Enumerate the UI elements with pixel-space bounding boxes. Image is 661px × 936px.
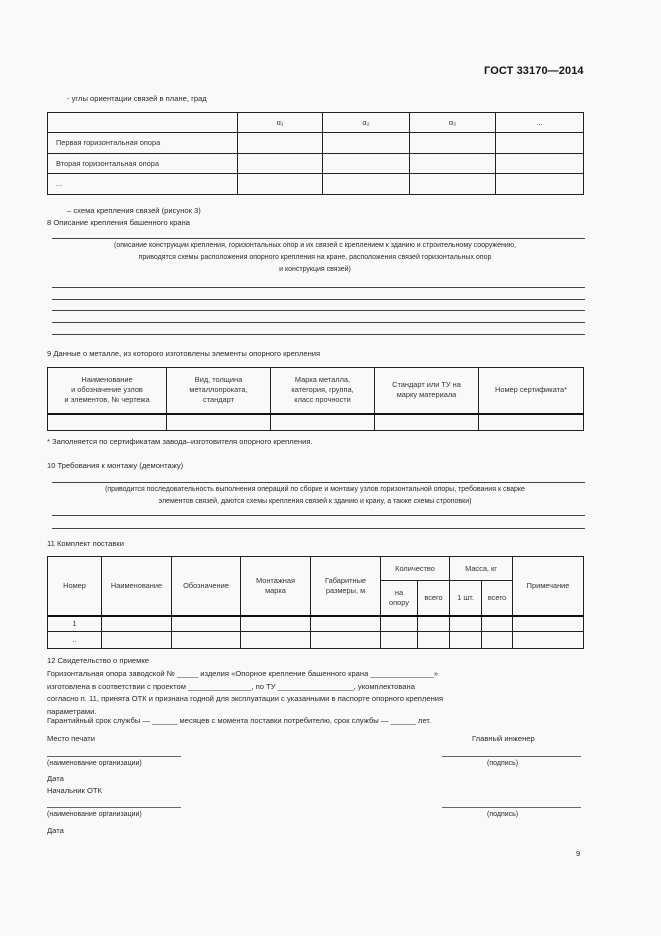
col-quantity-total: всего	[418, 581, 450, 616]
signature-line[interactable]	[442, 756, 581, 757]
cell[interactable]	[238, 133, 323, 154]
cell[interactable]	[450, 616, 482, 632]
signature-line[interactable]	[442, 807, 581, 808]
delivery-table	[47, 556, 584, 649]
cell[interactable]	[418, 632, 450, 649]
angles-table	[47, 112, 584, 195]
date-label: Дата	[47, 774, 64, 783]
angles-col-more: ...	[496, 113, 584, 133]
cell[interactable]	[323, 174, 410, 195]
cell[interactable]	[323, 133, 410, 154]
date-label: Дата	[47, 826, 64, 835]
col-mass-unit: 1 шт.	[450, 581, 482, 616]
cell[interactable]	[102, 632, 172, 649]
angles-header-row	[48, 113, 584, 133]
col-dimensions: Габаритные размеры, м	[311, 557, 381, 616]
hint-line: и конструкция связей)	[279, 266, 351, 273]
page-number: 9	[576, 849, 581, 858]
row-label: ...	[48, 174, 238, 195]
col-designation: Обозначение	[172, 557, 241, 616]
scheme-item: – схема крепления связей (рисунок 3)	[67, 206, 201, 215]
cell[interactable]	[375, 414, 479, 431]
table-row	[48, 133, 584, 154]
fill-line[interactable]	[52, 528, 585, 529]
cell[interactable]	[241, 632, 311, 649]
para-line: изготовлена в соответствии с проектом _______________, по ТУ __________________, укомплектована	[47, 681, 415, 691]
angles-col-alpha3: α₃	[410, 113, 496, 133]
delivery-header-row	[48, 557, 584, 581]
cell[interactable]	[450, 632, 482, 649]
hint-line: элементов связей, даются схемы крепления связей к зданию и крану, а также схемы строповки)	[158, 498, 472, 505]
section9-title: 9 Данные о металле, из которого изготовлены элементы опорного крепления	[47, 349, 321, 358]
fill-line[interactable]	[52, 287, 585, 288]
row-label: Вторая горизонтальная опора	[48, 154, 238, 174]
cell[interactable]	[311, 632, 381, 649]
col-mass: Масса, кг	[450, 557, 513, 581]
col-mark: Монтажная марка	[241, 557, 311, 616]
cell[interactable]	[482, 632, 513, 649]
cell[interactable]	[172, 616, 241, 632]
metal-col-grade: Марка металла, категория, группа, класс прочности	[271, 368, 375, 414]
table-row	[48, 632, 584, 649]
col-number: Номер	[48, 557, 102, 616]
cell[interactable]	[513, 632, 584, 649]
metal-table	[47, 367, 584, 431]
table-row	[48, 154, 584, 174]
table-row	[48, 174, 584, 195]
section8-hint	[47, 241, 583, 274]
section8-fill-line[interactable]	[52, 238, 585, 239]
col-note: Примечание	[513, 557, 584, 616]
cell[interactable]	[410, 174, 496, 195]
fill-line[interactable]	[52, 515, 585, 516]
angles-col-alpha1: α₁	[238, 113, 323, 133]
section10-fill-line[interactable]	[52, 482, 585, 483]
org-name-hint: (наименование организации)	[47, 760, 142, 767]
cell[interactable]	[241, 616, 311, 632]
cell[interactable]	[381, 632, 418, 649]
table-row	[48, 616, 584, 632]
cell[interactable]	[323, 154, 410, 174]
otk-head-label: Начальник ОТК	[47, 786, 102, 795]
angles-col-0	[48, 113, 238, 133]
cell[interactable]	[479, 414, 584, 431]
fill-line[interactable]	[52, 299, 585, 300]
cell[interactable]	[238, 154, 323, 174]
cell[interactable]	[167, 414, 271, 431]
signature-hint: (подпись)	[487, 760, 519, 767]
section10-title: 10 Требования к монтажу (демонтажу)	[47, 461, 184, 470]
org-name-hint: (наименование организации)	[47, 811, 142, 818]
org-name-line[interactable]	[47, 807, 181, 808]
section9-footnote: * Заполняется по сертификатам завода–изготовителя опорного крепления.	[47, 437, 313, 446]
cell[interactable]	[513, 616, 584, 632]
col-quantity-per: на опору	[381, 581, 418, 616]
para-line: параметрами.	[47, 706, 97, 716]
col-mass-total: всего	[482, 581, 513, 616]
fill-line[interactable]	[52, 322, 585, 323]
hint-line: (описание конструкции крепления, горизонтальных опор и их связей с креплением к зданию и строительному сооружению,	[114, 242, 516, 249]
angles-intro: - углы ориентации связей в плане, град	[67, 94, 207, 103]
fill-line[interactable]	[52, 334, 585, 335]
document-code: ГОСТ 33170—2014	[484, 65, 584, 77]
stamp-place-label: Место печати	[47, 734, 95, 743]
hint-line: приводятся схемы расположения опорного крепления на кране, расположения связей горизонтальных опор	[138, 254, 492, 261]
acceptance-paragraph	[47, 668, 583, 718]
cell[interactable]	[482, 616, 513, 632]
metal-col-certificate: Номер сертификата*	[479, 368, 584, 414]
section11-title: 11 Комплект поставки	[47, 539, 124, 548]
signature-hint: (подпись)	[487, 811, 519, 818]
org-name-line[interactable]	[47, 756, 181, 757]
cell[interactable]	[238, 174, 323, 195]
section12-title: 12 Свидетельство о приемке	[47, 656, 150, 665]
col-name: Наименование	[102, 557, 172, 616]
cell[interactable]	[496, 133, 584, 154]
metal-header-row	[48, 368, 584, 414]
chief-engineer-label: Главный инженер	[472, 734, 535, 743]
angles-col-alpha2: α₂	[323, 113, 410, 133]
cell[interactable]	[172, 632, 241, 649]
row-label: Первая горизонтальная опора	[48, 133, 238, 154]
section8-title: 8 Описание крепления башенного крана	[47, 218, 191, 227]
cell[interactable]	[496, 154, 584, 174]
cell[interactable]	[496, 174, 584, 195]
cell[interactable]	[271, 414, 375, 431]
cell[interactable]	[381, 616, 418, 632]
cell[interactable]	[410, 133, 496, 154]
metal-col-name: Наименование и обозначение узлов и элементов, № чертежа	[48, 368, 167, 414]
row-number: 1	[48, 616, 102, 632]
cell[interactable]	[311, 616, 381, 632]
cell[interactable]	[102, 616, 172, 632]
section10-hint	[42, 485, 588, 506]
metal-col-type: Вид, толщина металлопроката, стандарт	[167, 368, 271, 414]
table-row	[48, 414, 584, 431]
cell[interactable]	[410, 154, 496, 174]
cell[interactable]	[418, 616, 450, 632]
metal-col-standard: Стандарт или ТУ на марку материала	[375, 368, 479, 414]
para-line: Горизонтальная опора заводской № _____ изделия «Опорное крепление башенного крана _______________»	[47, 669, 438, 678]
para-line: согласно п. 11, принята ОТК и признана годной для эксплуатации с указанными в паспорте опорного крепления	[47, 694, 444, 703]
col-quantity: Количество	[381, 557, 450, 581]
row-number: ..	[48, 632, 102, 649]
hint-line: (приводится последовательность выполнения операций по сборке и монтажу узлов горизонтальной опоры, требования к сварке	[105, 486, 525, 493]
cell[interactable]	[48, 414, 167, 431]
fill-line[interactable]	[52, 310, 585, 311]
warranty-line: Гарантийный срок службы — ______ месяцев с момента поставки потребителю, срок службы — ______ лет.	[47, 716, 432, 725]
